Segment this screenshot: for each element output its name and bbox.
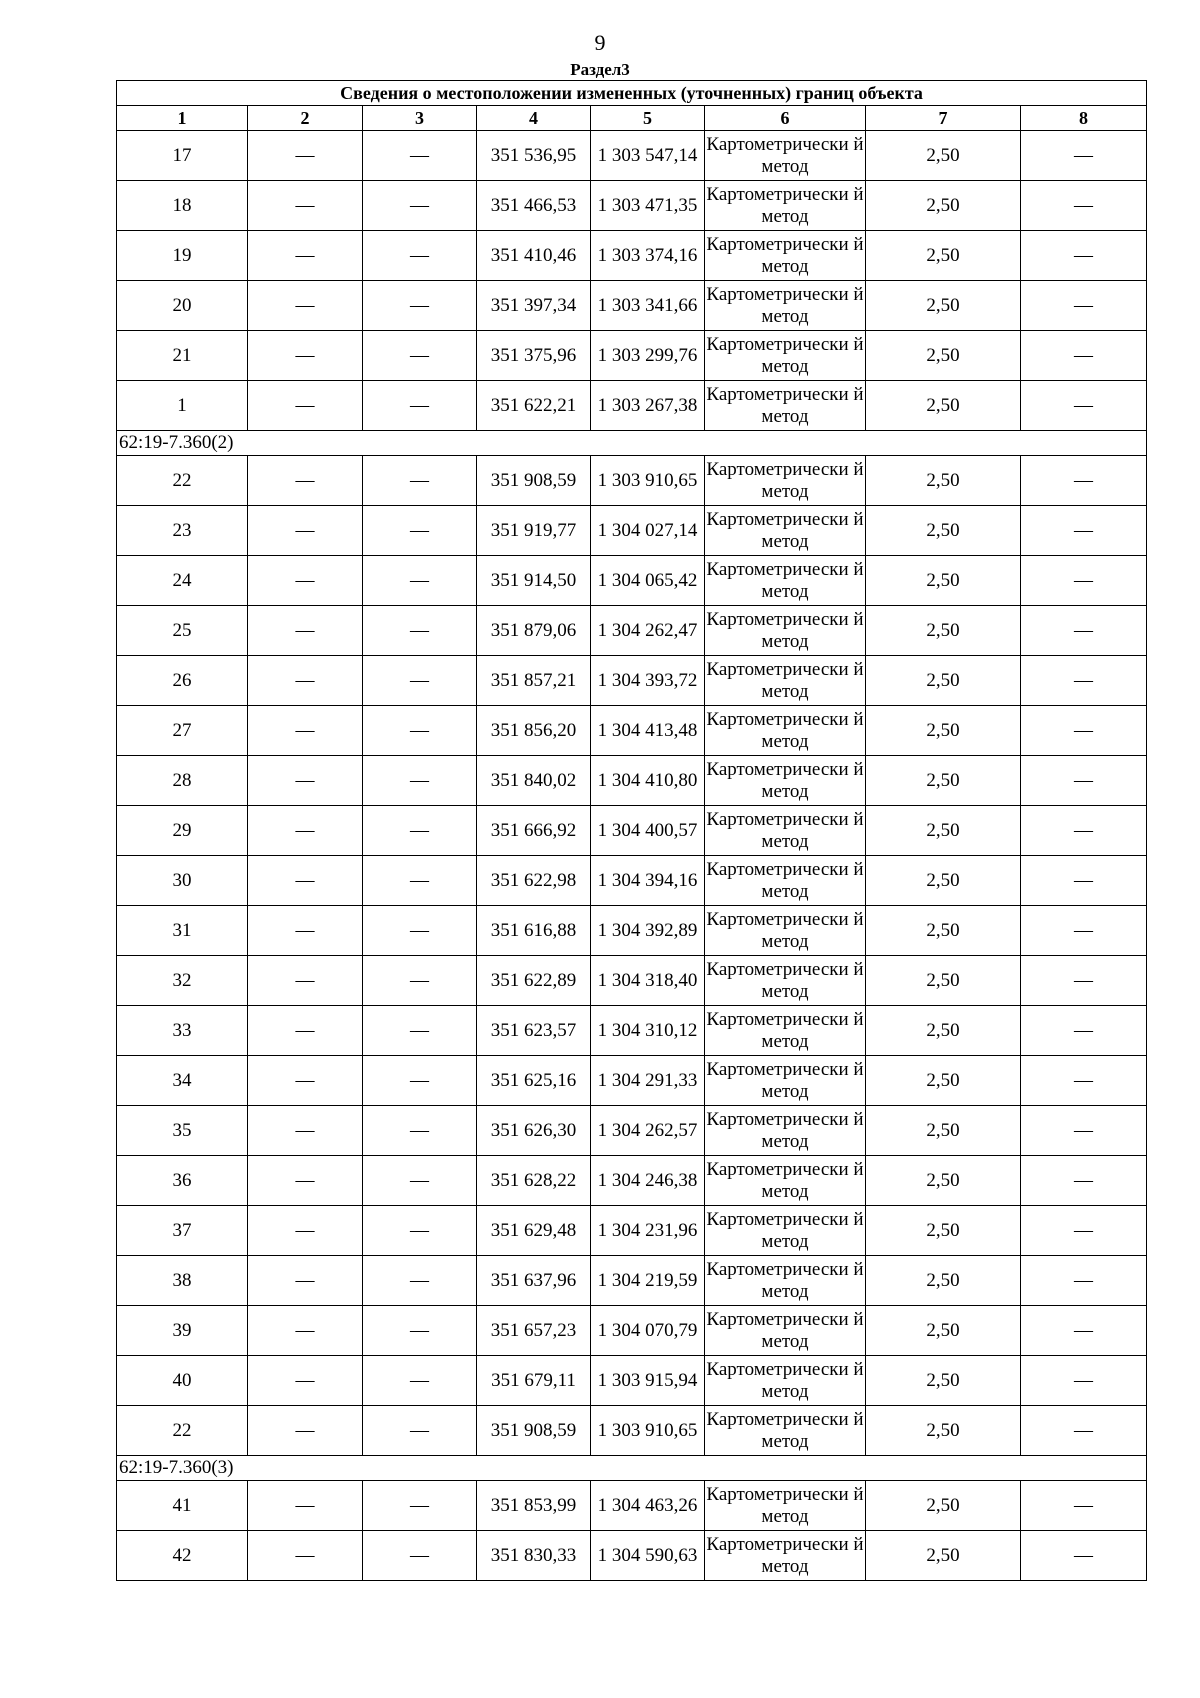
empty-dash: — <box>248 706 363 756</box>
empty-dash: — <box>363 506 477 556</box>
empty-dash: — <box>363 1106 477 1156</box>
method: Картометрически й метод <box>705 1531 866 1581</box>
accuracy: 2,50 <box>866 956 1021 1006</box>
table-row <box>117 856 1147 906</box>
coordinate-x: 351 856,20 <box>477 706 591 756</box>
method: Картометрически й метод <box>705 1481 866 1531</box>
empty-dash: — <box>1021 456 1147 506</box>
empty-dash: — <box>363 131 477 181</box>
method: Картометрически й метод <box>705 606 866 656</box>
empty-dash: — <box>1021 1056 1147 1106</box>
empty-dash: — <box>248 281 363 331</box>
coordinate-x: 351 466,53 <box>477 181 591 231</box>
table-row <box>117 1531 1147 1581</box>
accuracy: 2,50 <box>866 281 1021 331</box>
point-number: 21 <box>117 331 248 381</box>
point-number: 33 <box>117 1006 248 1056</box>
empty-dash: — <box>248 656 363 706</box>
point-number: 30 <box>117 856 248 906</box>
empty-dash: — <box>248 856 363 906</box>
accuracy: 2,50 <box>866 381 1021 431</box>
empty-dash: — <box>248 1356 363 1406</box>
column-number: 5 <box>591 106 705 131</box>
point-number: 19 <box>117 231 248 281</box>
coordinate-x: 351 853,99 <box>477 1481 591 1531</box>
empty-dash: — <box>248 381 363 431</box>
point-number: 35 <box>117 1106 248 1156</box>
accuracy: 2,50 <box>866 131 1021 181</box>
empty-dash: — <box>1021 281 1147 331</box>
empty-dash: — <box>1021 706 1147 756</box>
table-row <box>117 1106 1147 1156</box>
empty-dash: — <box>363 381 477 431</box>
empty-dash: — <box>1021 1306 1147 1356</box>
coordinate-x: 351 666,92 <box>477 806 591 856</box>
table-body <box>117 81 1147 1581</box>
coordinate-x: 351 629,48 <box>477 1206 591 1256</box>
group-row <box>117 1456 1147 1481</box>
coordinate-x: 351 919,77 <box>477 506 591 556</box>
boundary-coordinates-table <box>116 80 1147 1581</box>
empty-dash: — <box>248 331 363 381</box>
empty-dash: — <box>1021 1356 1147 1406</box>
method: Картометрически й метод <box>705 1006 866 1056</box>
table-row <box>117 1356 1147 1406</box>
method: Картометрически й метод <box>705 506 866 556</box>
empty-dash: — <box>1021 131 1147 181</box>
point-number: 18 <box>117 181 248 231</box>
table-title: Сведения о местоположении измененных (уточненных) границ объекта <box>117 81 1147 106</box>
empty-dash: — <box>1021 556 1147 606</box>
section-title: Раздел3 <box>570 60 630 79</box>
point-number: 1 <box>117 381 248 431</box>
method: Картометрически й метод <box>705 1256 866 1306</box>
empty-dash: — <box>363 606 477 656</box>
empty-dash: — <box>1021 506 1147 556</box>
table-row <box>117 456 1147 506</box>
empty-dash: — <box>363 656 477 706</box>
point-number: 34 <box>117 1056 248 1106</box>
empty-dash: — <box>1021 906 1147 956</box>
accuracy: 2,50 <box>866 181 1021 231</box>
table-row <box>117 906 1147 956</box>
method: Картометрически й метод <box>705 756 866 806</box>
point-number: 41 <box>117 1481 248 1531</box>
empty-dash: — <box>248 506 363 556</box>
coordinate-y: 1 303 374,16 <box>591 231 705 281</box>
table-row <box>117 606 1147 656</box>
coordinate-x: 351 830,33 <box>477 1531 591 1581</box>
coordinate-x: 351 622,98 <box>477 856 591 906</box>
coordinate-y: 1 303 471,35 <box>591 181 705 231</box>
method: Картометрически й метод <box>705 1406 866 1456</box>
method: Картометрически й метод <box>705 281 866 331</box>
point-number: 31 <box>117 906 248 956</box>
method: Картометрически й метод <box>705 1306 866 1356</box>
accuracy: 2,50 <box>866 1156 1021 1206</box>
empty-dash: — <box>1021 606 1147 656</box>
accuracy: 2,50 <box>866 506 1021 556</box>
accuracy: 2,50 <box>866 231 1021 281</box>
accuracy: 2,50 <box>866 1481 1021 1531</box>
coordinate-x: 351 626,30 <box>477 1106 591 1156</box>
accuracy: 2,50 <box>866 706 1021 756</box>
point-number: 25 <box>117 606 248 656</box>
empty-dash: — <box>248 181 363 231</box>
coordinate-x: 351 536,95 <box>477 131 591 181</box>
empty-dash: — <box>363 1156 477 1206</box>
table-row <box>117 756 1147 806</box>
method: Картометрически й метод <box>705 456 866 506</box>
empty-dash: — <box>363 1481 477 1531</box>
point-number: 22 <box>117 456 248 506</box>
empty-dash: — <box>1021 1106 1147 1156</box>
empty-dash: — <box>363 556 477 606</box>
table-row <box>117 556 1147 606</box>
accuracy: 2,50 <box>866 1006 1021 1056</box>
method: Картометрически й метод <box>705 1056 866 1106</box>
coordinate-x: 351 657,23 <box>477 1306 591 1356</box>
point-number: 38 <box>117 1256 248 1306</box>
empty-dash: — <box>363 1206 477 1256</box>
empty-dash: — <box>1021 1006 1147 1056</box>
coordinate-y: 1 304 410,80 <box>591 756 705 806</box>
empty-dash: — <box>1021 1481 1147 1531</box>
coordinate-y: 1 304 392,89 <box>591 906 705 956</box>
empty-dash: — <box>363 756 477 806</box>
coordinate-y: 1 304 463,26 <box>591 1481 705 1531</box>
method: Картометрически й метод <box>705 331 866 381</box>
coordinate-x: 351 410,46 <box>477 231 591 281</box>
coordinate-x: 351 628,22 <box>477 1156 591 1206</box>
empty-dash: — <box>1021 1156 1147 1206</box>
column-number-row <box>117 106 1147 131</box>
coordinate-x: 351 625,16 <box>477 1056 591 1106</box>
empty-dash: — <box>363 906 477 956</box>
empty-dash: — <box>248 456 363 506</box>
table-row <box>117 706 1147 756</box>
column-number: 7 <box>866 106 1021 131</box>
coordinate-x: 351 375,96 <box>477 331 591 381</box>
column-number: 6 <box>705 106 866 131</box>
coordinate-x: 351 857,21 <box>477 656 591 706</box>
column-number: 1 <box>117 106 248 131</box>
table-row <box>117 231 1147 281</box>
point-number: 26 <box>117 656 248 706</box>
empty-dash: — <box>363 281 477 331</box>
empty-dash: — <box>363 1306 477 1356</box>
coordinate-y: 1 304 262,47 <box>591 606 705 656</box>
coordinate-x: 351 908,59 <box>477 1406 591 1456</box>
accuracy: 2,50 <box>866 1531 1021 1581</box>
point-number: 40 <box>117 1356 248 1406</box>
coordinate-x: 351 637,96 <box>477 1256 591 1306</box>
empty-dash: — <box>363 1356 477 1406</box>
accuracy: 2,50 <box>866 906 1021 956</box>
point-number: 27 <box>117 706 248 756</box>
empty-dash: — <box>1021 1531 1147 1581</box>
method: Картометрически й метод <box>705 1156 866 1206</box>
table-row <box>117 656 1147 706</box>
coordinate-y: 1 304 027,14 <box>591 506 705 556</box>
empty-dash: — <box>248 1256 363 1306</box>
point-number: 22 <box>117 1406 248 1456</box>
table-row <box>117 506 1147 556</box>
empty-dash: — <box>363 956 477 1006</box>
empty-dash: — <box>248 606 363 656</box>
accuracy: 2,50 <box>866 1106 1021 1156</box>
coordinate-x: 351 679,11 <box>477 1356 591 1406</box>
empty-dash: — <box>363 1406 477 1456</box>
point-number: 39 <box>117 1306 248 1356</box>
method: Картометрически й метод <box>705 1356 866 1406</box>
method: Картометрически й метод <box>705 806 866 856</box>
method: Картометрически й метод <box>705 1106 866 1156</box>
table-row <box>117 181 1147 231</box>
table-row <box>117 1156 1147 1206</box>
coordinate-x: 351 622,89 <box>477 956 591 1006</box>
method: Картометрически й метод <box>705 231 866 281</box>
coordinate-y: 1 303 910,65 <box>591 456 705 506</box>
empty-dash: — <box>363 1056 477 1106</box>
point-number: 23 <box>117 506 248 556</box>
empty-dash: — <box>248 231 363 281</box>
point-number: 20 <box>117 281 248 331</box>
empty-dash: — <box>1021 756 1147 806</box>
empty-dash: — <box>1021 806 1147 856</box>
coordinate-y: 1 304 590,63 <box>591 1531 705 1581</box>
coordinate-y: 1 304 413,48 <box>591 706 705 756</box>
empty-dash: — <box>1021 231 1147 281</box>
empty-dash: — <box>248 1056 363 1106</box>
table-row <box>117 1306 1147 1356</box>
method: Картометрически й метод <box>705 906 866 956</box>
method: Картометрически й метод <box>705 656 866 706</box>
coordinate-y: 1 304 394,16 <box>591 856 705 906</box>
accuracy: 2,50 <box>866 1406 1021 1456</box>
table-row <box>117 281 1147 331</box>
accuracy: 2,50 <box>866 656 1021 706</box>
table-row <box>117 331 1147 381</box>
empty-dash: — <box>248 131 363 181</box>
coordinate-y: 1 303 915,94 <box>591 1356 705 1406</box>
empty-dash: — <box>1021 856 1147 906</box>
coordinate-x: 351 616,88 <box>477 906 591 956</box>
coordinate-x: 351 397,34 <box>477 281 591 331</box>
method: Картометрически й метод <box>705 1206 866 1256</box>
empty-dash: — <box>248 1531 363 1581</box>
point-number: 24 <box>117 556 248 606</box>
empty-dash: — <box>1021 381 1147 431</box>
point-number: 42 <box>117 1531 248 1581</box>
coordinate-y: 1 303 547,14 <box>591 131 705 181</box>
coordinate-y: 1 304 291,33 <box>591 1056 705 1106</box>
coordinate-y: 1 304 219,59 <box>591 1256 705 1306</box>
empty-dash: — <box>1021 1406 1147 1456</box>
coordinate-y: 1 304 231,96 <box>591 1206 705 1256</box>
column-number: 4 <box>477 106 591 131</box>
table-row <box>117 381 1147 431</box>
coordinate-y: 1 304 262,57 <box>591 1106 705 1156</box>
coordinate-y: 1 304 065,42 <box>591 556 705 606</box>
table-row <box>117 1406 1147 1456</box>
accuracy: 2,50 <box>866 1056 1021 1106</box>
coordinate-y: 1 304 393,72 <box>591 656 705 706</box>
table-row <box>117 1206 1147 1256</box>
empty-dash: — <box>248 556 363 606</box>
point-number: 29 <box>117 806 248 856</box>
accuracy: 2,50 <box>866 1356 1021 1406</box>
method: Картометрически й метод <box>705 706 866 756</box>
coordinate-x: 351 622,21 <box>477 381 591 431</box>
coordinate-x: 351 623,57 <box>477 1006 591 1056</box>
coordinate-x: 351 879,06 <box>477 606 591 656</box>
column-number: 3 <box>363 106 477 131</box>
empty-dash: — <box>363 1006 477 1056</box>
coordinate-y: 1 304 400,57 <box>591 806 705 856</box>
table-row <box>117 956 1147 1006</box>
coordinate-y: 1 303 341,66 <box>591 281 705 331</box>
method: Картометрически й метод <box>705 131 866 181</box>
empty-dash: — <box>248 906 363 956</box>
point-number: 17 <box>117 131 248 181</box>
accuracy: 2,50 <box>866 1206 1021 1256</box>
coordinate-x: 351 914,50 <box>477 556 591 606</box>
method: Картометрически й метод <box>705 556 866 606</box>
empty-dash: — <box>363 806 477 856</box>
empty-dash: — <box>1021 956 1147 1006</box>
method: Картометрически й метод <box>705 181 866 231</box>
empty-dash: — <box>363 856 477 906</box>
point-number: 36 <box>117 1156 248 1206</box>
coordinate-y: 1 304 070,79 <box>591 1306 705 1356</box>
coordinate-y: 1 303 267,38 <box>591 381 705 431</box>
coordinate-y: 1 304 246,38 <box>591 1156 705 1206</box>
table-row <box>117 1256 1147 1306</box>
coordinate-y: 1 303 299,76 <box>591 331 705 381</box>
coordinate-x: 351 840,02 <box>477 756 591 806</box>
column-number: 2 <box>248 106 363 131</box>
empty-dash: — <box>363 706 477 756</box>
empty-dash: — <box>248 756 363 806</box>
method: Картометрически й метод <box>705 856 866 906</box>
point-number: 28 <box>117 756 248 806</box>
group-label: 62:19-7.360(3) <box>117 1456 1147 1481</box>
group-label: 62:19-7.360(2) <box>117 431 1147 456</box>
empty-dash: — <box>363 231 477 281</box>
empty-dash: — <box>248 1481 363 1531</box>
empty-dash: — <box>1021 1256 1147 1306</box>
table-title-row <box>117 81 1147 106</box>
empty-dash: — <box>363 456 477 506</box>
empty-dash: — <box>248 1156 363 1206</box>
empty-dash: — <box>248 1006 363 1056</box>
coordinate-x: 351 908,59 <box>477 456 591 506</box>
accuracy: 2,50 <box>866 1256 1021 1306</box>
accuracy: 2,50 <box>866 556 1021 606</box>
accuracy: 2,50 <box>866 606 1021 656</box>
empty-dash: — <box>363 331 477 381</box>
accuracy: 2,50 <box>866 856 1021 906</box>
point-number: 32 <box>117 956 248 1006</box>
empty-dash: — <box>1021 656 1147 706</box>
accuracy: 2,50 <box>866 1306 1021 1356</box>
page-number: 9 <box>594 30 606 55</box>
empty-dash: — <box>1021 1206 1147 1256</box>
accuracy: 2,50 <box>866 331 1021 381</box>
column-number: 8 <box>1021 106 1147 131</box>
empty-dash: — <box>248 1406 363 1456</box>
group-row <box>117 431 1147 456</box>
method: Картометрически й метод <box>705 956 866 1006</box>
table-row <box>117 1056 1147 1106</box>
method: Картометрически й метод <box>705 381 866 431</box>
empty-dash: — <box>363 1256 477 1306</box>
accuracy: 2,50 <box>866 756 1021 806</box>
accuracy: 2,50 <box>866 806 1021 856</box>
empty-dash: — <box>248 1306 363 1356</box>
table-row <box>117 1481 1147 1531</box>
point-number: 37 <box>117 1206 248 1256</box>
accuracy: 2,50 <box>866 456 1021 506</box>
coordinate-y: 1 303 910,65 <box>591 1406 705 1456</box>
empty-dash: — <box>1021 181 1147 231</box>
empty-dash: — <box>363 1531 477 1581</box>
empty-dash: — <box>248 1206 363 1256</box>
coordinate-y: 1 304 310,12 <box>591 1006 705 1056</box>
coordinate-y: 1 304 318,40 <box>591 956 705 1006</box>
empty-dash: — <box>363 181 477 231</box>
table-row <box>117 1006 1147 1056</box>
table-row <box>117 806 1147 856</box>
empty-dash: — <box>248 1106 363 1156</box>
empty-dash: — <box>248 956 363 1006</box>
empty-dash: — <box>248 806 363 856</box>
table-row <box>117 131 1147 181</box>
empty-dash: — <box>1021 331 1147 381</box>
